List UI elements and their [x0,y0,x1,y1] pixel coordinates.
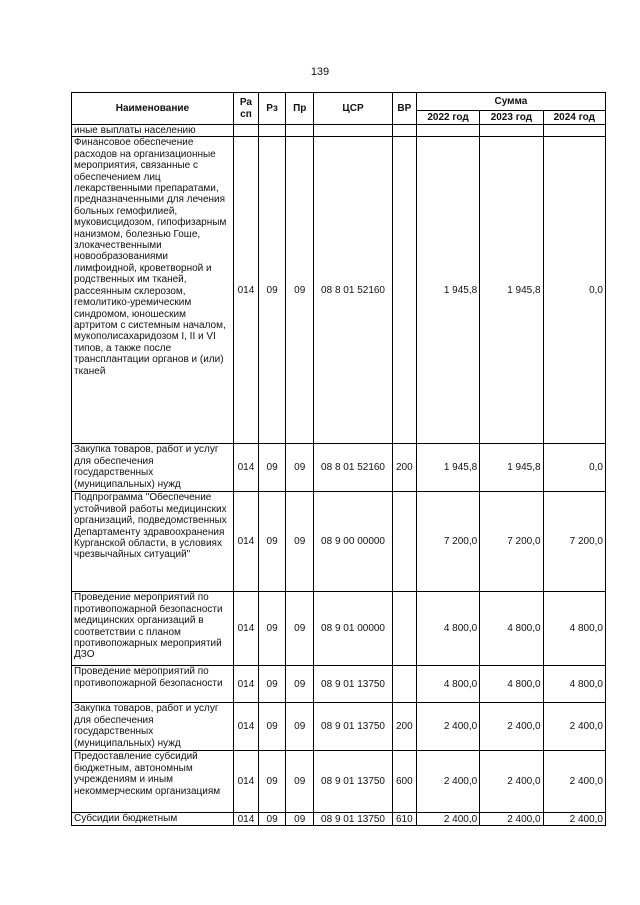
page-number: 139 [310,66,330,78]
row-2022: 7 200,0 [416,492,479,592]
row-rz: 09 [259,703,286,751]
row-2023: 1 945,8 [480,444,543,492]
row-2022 [416,125,479,137]
row-rz: 09 [259,137,286,444]
row-pr: 09 [286,751,314,813]
row-rz: 09 [259,751,286,813]
row-name: Проведение мероприятий по противопожарной безопасности [72,666,234,703]
row-2024: 4 800,0 [543,666,605,703]
row-2024: 4 800,0 [543,592,605,666]
row-name: Финансовое обеспечение расходов на организационные мероприятия, связанные с обеспечением лиц лекарственными препаратами, предназначенными для лечения больных гемофилией, муковисцидозом, гипофизарным нанизмом, болезнью Гоше, злокачественными новообразованиями лимфоидной, кроветворной и родственных им тканей, рассеянным склерозом, гемолитико-уремическим синдромом, юношеским артритом с системным началом, мукополисахаридозом I, II и VI типов, а также после трансплантации органов и (или) тканей [72,137,234,444]
row-2023: 7 200,0 [480,492,543,592]
row-rasp: 014 [233,592,258,666]
row-csr: 08 9 01 13750 [314,703,392,751]
row-2023: 2 400,0 [480,703,543,751]
row-rz: 09 [259,592,286,666]
row-2022: 1 945,8 [416,444,479,492]
table-row [72,444,606,492]
row-pr [286,125,314,137]
row-name: Субсидии бюджетным [72,813,234,826]
row-2024: 2 400,0 [543,703,605,751]
row-csr: 08 9 01 13750 [314,666,392,703]
row-2024: 0,0 [543,137,605,444]
row-rz [259,125,286,137]
table-row [72,813,606,826]
row-pr: 09 [286,813,314,826]
header-2023: 2023 год [480,111,543,125]
row-rasp: 014 [233,751,258,813]
row-rz: 09 [259,666,286,703]
row-name: Подпрограмма "Обеспечение устойчивой работы медицинских организаций, подведомственных Департаменту здравоохранения Курганской области, в условиях чрезвычайных ситуаций" [72,492,234,592]
row-rasp: 014 [233,137,258,444]
row-2023: 4 800,0 [480,666,543,703]
header-sum: Сумма [416,93,605,111]
table-row [72,592,606,666]
row-name: иные выплаты населению [72,125,234,137]
row-csr: 08 9 01 13750 [314,751,392,813]
row-pr: 09 [286,666,314,703]
row-rasp [233,125,258,137]
row-csr [314,125,392,137]
header-2024: 2024 год [543,111,605,125]
header-csr: ЦСР [314,93,392,125]
row-pr: 09 [286,592,314,666]
row-rasp: 014 [233,666,258,703]
row-rz: 09 [259,492,286,592]
header-vr: ВР [392,93,416,125]
row-name: Закупка товаров, работ и услуг для обеспечения государственных (муниципальных) нужд [72,703,234,751]
row-pr: 09 [286,444,314,492]
table-row [72,137,606,444]
row-vr [392,492,416,592]
row-rz: 09 [259,444,286,492]
row-vr [392,137,416,444]
row-2023: 2 400,0 [480,751,543,813]
header-rasp: Ра сп [233,93,258,125]
row-2024 [543,125,605,137]
row-2023: 4 800,0 [480,592,543,666]
row-csr: 08 8 01 52160 [314,137,392,444]
header-name: Наименование [72,93,234,125]
row-rasp: 014 [233,444,258,492]
row-2022: 4 800,0 [416,592,479,666]
table-row [72,751,606,813]
table-row [72,492,606,592]
row-vr [392,666,416,703]
row-vr: 600 [392,751,416,813]
row-vr: 200 [392,703,416,751]
row-rasp: 014 [233,813,258,826]
row-vr: 610 [392,813,416,826]
row-name: Закупка товаров, работ и услуг для обеспечения государственных (муниципальных) нужд [72,444,234,492]
table-row [72,666,606,703]
row-vr [392,592,416,666]
row-name: Предоставление субсидий бюджетным, автономным учреждениям и иным некоммерческим организациям [72,751,234,813]
row-2023: 1 945,8 [480,137,543,444]
row-vr [392,125,416,137]
row-rasp: 014 [233,703,258,751]
row-2024: 2 400,0 [543,751,605,813]
row-csr: 08 9 01 13750 [314,813,392,826]
row-2023 [480,125,543,137]
row-name: Проведение мероприятий по противопожарной безопасности медицинских организаций в соответствии с планом противопожарных мероприятий ДЗО [72,592,234,666]
row-vr: 200 [392,444,416,492]
row-pr: 09 [286,137,314,444]
table-row [72,125,606,137]
table-row [72,703,606,751]
row-csr: 08 9 00 00000 [314,492,392,592]
row-2024: 0,0 [543,444,605,492]
header-2022: 2022 год [416,111,479,125]
row-2022: 2 400,0 [416,813,479,826]
header-pr: Пр [286,93,314,125]
row-2022: 4 800,0 [416,666,479,703]
row-csr: 08 8 01 52160 [314,444,392,492]
row-pr: 09 [286,492,314,592]
row-2024: 2 400,0 [543,813,605,826]
row-rasp: 014 [233,492,258,592]
row-rz: 09 [259,813,286,826]
row-2022: 2 400,0 [416,751,479,813]
row-csr: 08 9 01 00000 [314,592,392,666]
header-rz: Рз [259,93,286,125]
budget-table [71,92,606,826]
row-2024: 7 200,0 [543,492,605,592]
row-2022: 2 400,0 [416,703,479,751]
row-pr: 09 [286,703,314,751]
row-2023: 2 400,0 [480,813,543,826]
row-2022: 1 945,8 [416,137,479,444]
